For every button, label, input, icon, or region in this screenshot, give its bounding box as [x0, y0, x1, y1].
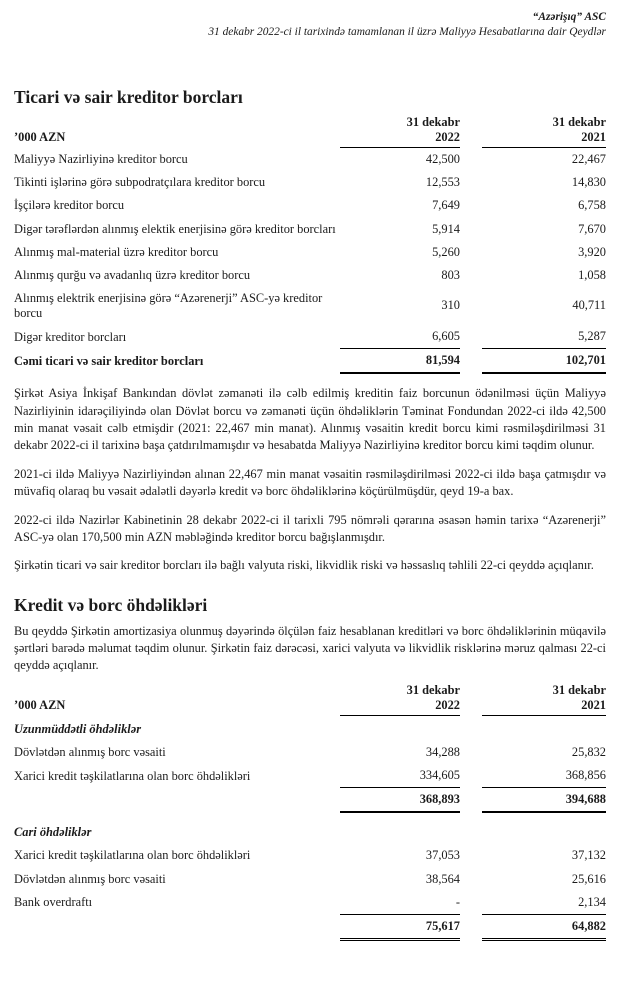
- value-2022: 5,914: [432, 221, 460, 236]
- row-label: Xarici kredit təşkilatlarına olan borc öhdəlikləri: [14, 848, 251, 863]
- group-heading-current: Cari öhdəliklər: [14, 825, 92, 840]
- paragraph: Bu qeyddə Şirkətin amortizasiya olunmuş dəyərində ölçülən faiz hesablanan kreditləri və borc öhdəliklərinin müqavilə şərtləri barədə məlumat təqdim olunur. Şirkətin faiz dərəcəsi, xarici valyuta və likvidlik risklərinə məruz qalması 22-ci qeyddə açıqlanır.: [14, 623, 606, 673]
- table-row: [14, 194, 606, 217]
- section-title-trade-payables: Ticari və sair kreditor borcları: [14, 86, 243, 107]
- column-header-2022: [340, 115, 460, 148]
- total-row: [14, 349, 606, 374]
- table-row: [14, 891, 606, 915]
- paragraph: 2021-ci ildə Maliyyə Nazirliyindən alınan 22,467 min manat vəsaitin rəsmiləşdirilməsi 2022-ci ildə başa çatmışdır və müvafiq olaraq bu vəsait ədalətli dəyərlə kredit və borc öhdəliklərinə köçürülmüşdür, qeyd 19-a bax.: [14, 466, 606, 499]
- value-2021: 2,134: [482, 891, 606, 915]
- column-header-2022-line1: 31 dekabr: [406, 114, 460, 129]
- subtotal-row: [14, 788, 606, 813]
- table-row: [14, 264, 606, 287]
- value-2022: 5,260: [432, 244, 460, 259]
- report-subtitle: 31 dekabr 2022-ci il tarixində tamamlanan il üzrə Maliyyə Hesabatlarına dair Qeydlər: [208, 26, 606, 39]
- column-header-2021-line1: 31 dekabr: [552, 682, 606, 697]
- table-row: [14, 218, 606, 241]
- value-2022: 38,564: [425, 871, 460, 886]
- total-value-2022: 81,594: [340, 349, 460, 374]
- column-header-2022-line2: 2022: [435, 130, 460, 145]
- table-row: [14, 764, 606, 788]
- total-label: Cəmi ticari və sair kreditor borcları: [14, 354, 204, 369]
- table-row: [14, 287, 606, 325]
- company-name: “Azərişıq” ASC: [532, 11, 606, 23]
- row-label: Alınmış qurğu və avadanlıq üzrə kreditor borcu: [14, 267, 251, 282]
- row-label: Digər tərəflərdən alınmış elektik enerjisinə görə kreditor borcları: [14, 221, 336, 236]
- value-2021: 368,856: [482, 764, 606, 788]
- subtotal-row: [14, 915, 606, 941]
- value-2022: 334,605: [340, 764, 460, 788]
- paragraph: 2022-ci ildə Nazirlər Kabinetinin 28 dekabr 2022-ci il tarixli 795 nömrəli qərarına əsasən həmin tarixə “Azərenerji” ASC-yə olan 170,500 min AZN məbləğində kreditor borcu bağışlanmışdır.: [14, 512, 606, 544]
- paragraph: Şirkət Asiya İnkişaf Bankından dövlət zəmanəti ilə cəlb edilmiş kreditin faiz borcunun ödənilməsi üçün Maliyyə Nazirliyinin idarəçiliyində olan Dövlət borcu və zəmanəti üçün öhdəliklərin Təminat Fondundan 2022-ci ildə 42,500 min manat vəsait cəlb etmişdir (2021: 22,467 min manat). Alınmış vəsaitin kredit borcu kimi rəsmiləşdirilməsi 31 dekabr 2022-ci il tarixinə başa çatdırılmamışdır və hesabatda Maliyyə Nazirliyinə kreditor borcu kimi təqdim olunur.: [14, 386, 606, 453]
- value-2022: 34,288: [425, 745, 460, 760]
- section-title-borrowings: Kredit və borc öhdəlikləri: [14, 594, 208, 615]
- value-2021: 25,616: [571, 871, 606, 886]
- value-2021: 37,132: [571, 848, 606, 863]
- value-2021: 3,920: [578, 244, 606, 259]
- value-2021: 7,670: [578, 221, 606, 236]
- table-row: [14, 325, 606, 349]
- column-header-2022-line2: 2022: [435, 697, 460, 712]
- value-2022: 803: [441, 267, 460, 282]
- value-2021: 14,830: [571, 175, 606, 190]
- table-header-row: [14, 115, 606, 148]
- value-2021: 22,467: [571, 152, 606, 167]
- value-2021: 1,058: [578, 267, 606, 282]
- column-header-2022: [340, 683, 460, 716]
- row-label: Maliyyə Nazirliyinə kreditor borcu: [14, 152, 188, 167]
- unit-label: ’000 AZN: [14, 130, 66, 145]
- subtotal-value-2022: 75,617: [340, 915, 460, 941]
- borrowings-table: [14, 683, 606, 941]
- row-label: Alınmış mal-material üzrə kreditor borcu: [14, 244, 219, 259]
- table-header-row: [14, 683, 606, 716]
- value-2022: 310: [441, 298, 460, 313]
- subtotal-value-2021: 64,882: [482, 915, 606, 941]
- value-2021: 25,832: [571, 745, 606, 760]
- total-value-2021: 102,701: [482, 349, 606, 374]
- value-2022: 42,500: [425, 152, 460, 167]
- column-header-2021-line1: 31 dekabr: [552, 114, 606, 129]
- row-label: İşçilərə kreditor borcu: [14, 198, 125, 213]
- value-2022: 6,605: [340, 325, 460, 349]
- value-2021: 5,287: [482, 325, 606, 349]
- subtotal-value-2021: 394,688: [482, 788, 606, 813]
- column-header-2021: [482, 115, 606, 148]
- value-2021: 40,711: [572, 298, 606, 313]
- row-label: Tikinti işlərinə görə subpodratçılara kreditor borcu: [14, 175, 266, 190]
- row-label: Dövlətdən alınmış borc vəsaiti: [14, 745, 166, 760]
- table-row: [14, 241, 606, 264]
- row-label: Digər kreditor borcları: [14, 329, 127, 344]
- row-label: Alınmış elektrik enerjisinə görə “Azərenerji” ASC-yə kreditor borcu: [14, 290, 323, 321]
- document-header: [14, 10, 606, 41]
- table-row: [14, 148, 606, 171]
- value-2022: 37,053: [425, 848, 460, 863]
- paragraph: Şirkətin ticari və sair kreditor borcları ilə bağlı valyuta riski, likvidlik riski və həssaslıq təhlili 22-ci qeyddə açıqlanır.: [14, 558, 594, 573]
- row-label: Xarici kredit təşkilatlarına olan borc öhdəlikləri: [14, 768, 251, 783]
- subtotal-value-2022: 368,893: [340, 788, 460, 813]
- column-header-2021-line2: 2021: [581, 697, 606, 712]
- table-row: [14, 171, 606, 194]
- value-2022: -: [340, 891, 460, 915]
- row-label: Dövlətdən alınmış borc vəsaiti: [14, 871, 166, 886]
- table-row: [14, 844, 606, 867]
- unit-label: ’000 AZN: [14, 697, 66, 712]
- value-2022: 12,553: [425, 175, 460, 190]
- row-label: Bank overdraftı: [14, 895, 93, 910]
- column-header-2021-line2: 2021: [581, 130, 606, 145]
- table-row: [14, 868, 606, 891]
- group-heading-noncurrent: Uzunmüddətli öhdəliklər: [14, 722, 142, 737]
- value-2022: 7,649: [432, 198, 460, 213]
- column-header-2021: [482, 683, 606, 716]
- column-header-2022-line1: 31 dekabr: [406, 682, 460, 697]
- table-row: [14, 741, 606, 764]
- trade-payables-table: [14, 115, 606, 375]
- value-2021: 6,758: [578, 198, 606, 213]
